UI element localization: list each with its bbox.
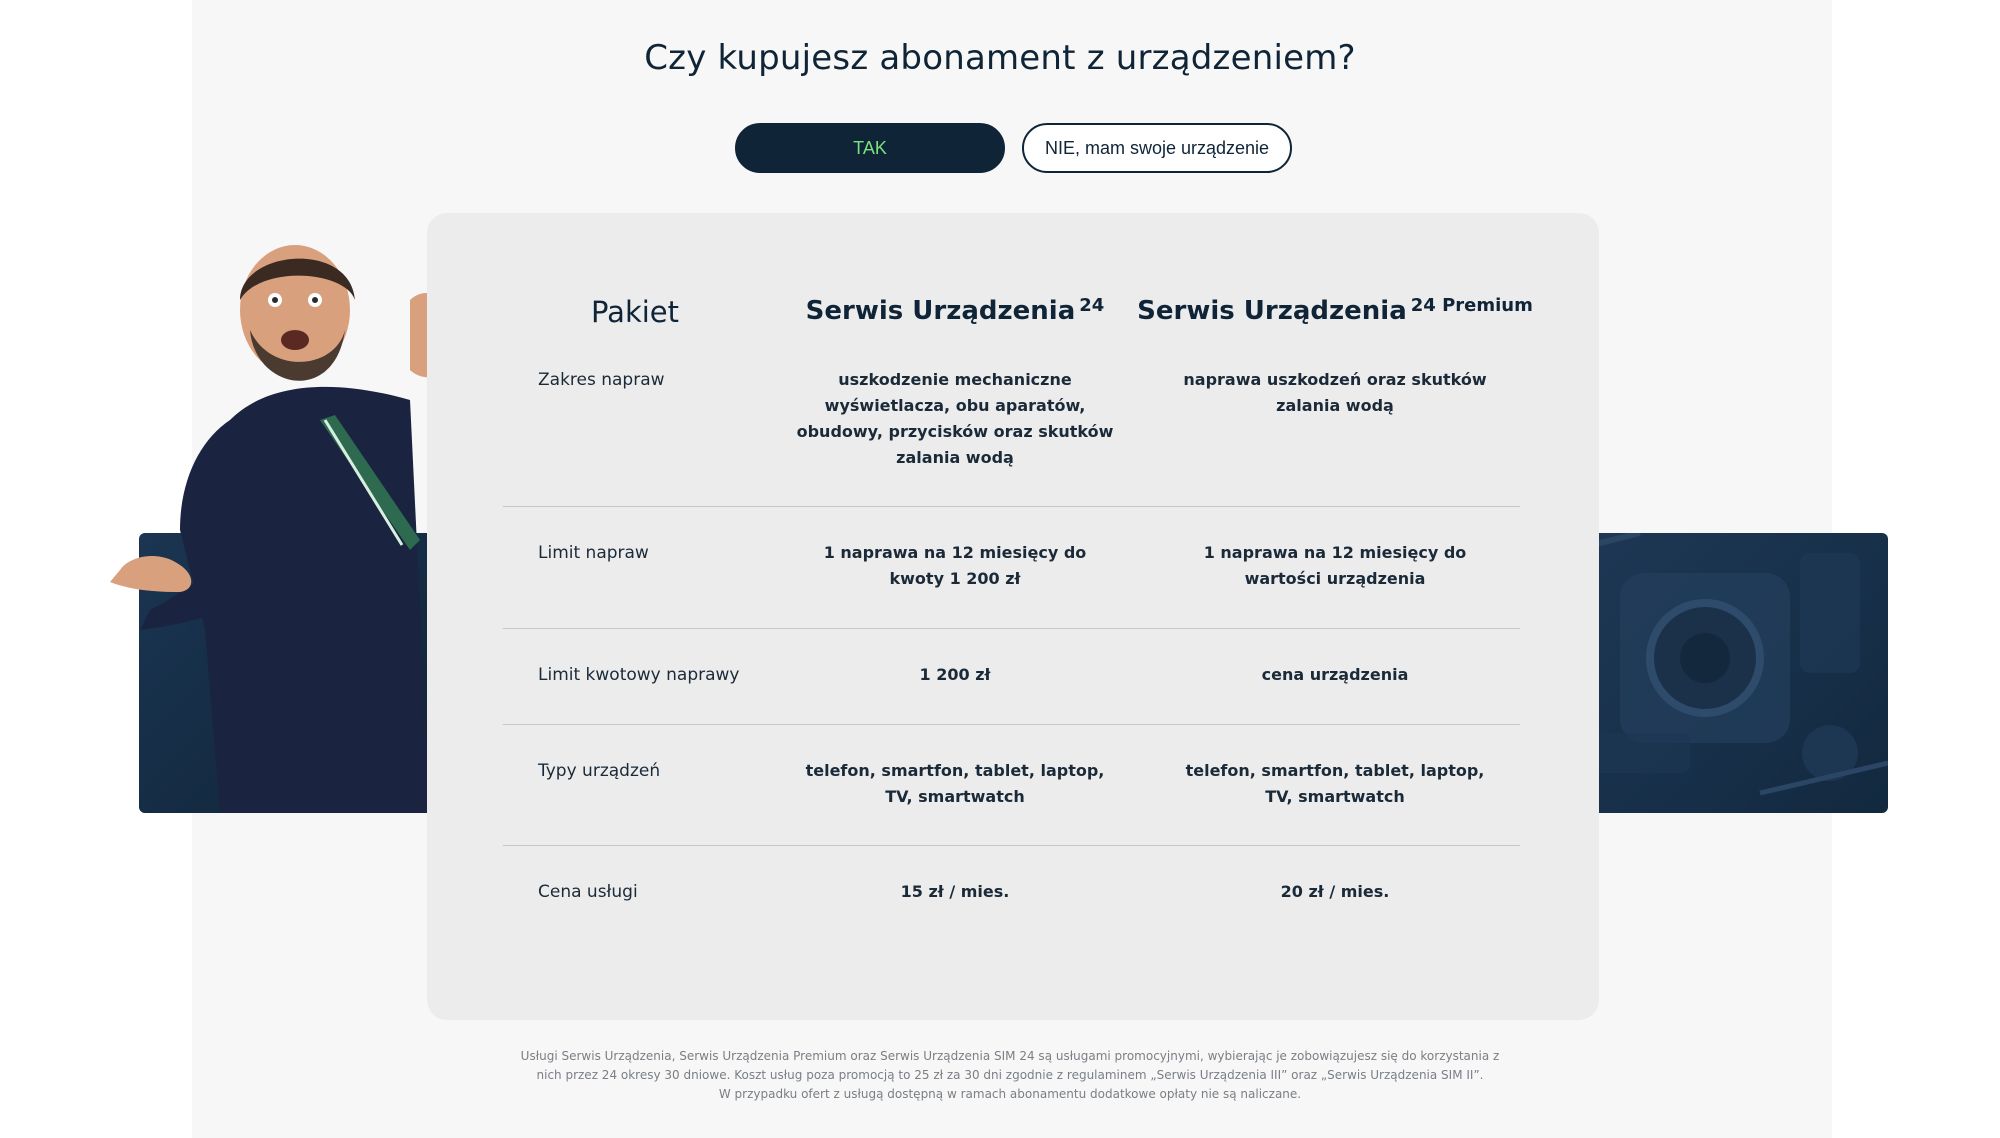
row-divider [503, 506, 1520, 507]
header-service-24-name: Serwis Urządzenia [805, 296, 1076, 326]
man-pointing-illustration [110, 230, 450, 813]
header-service-24-sup: 24 [1079, 295, 1105, 316]
row-label-amount-limit: Limit kwotowy naprawy [538, 665, 740, 685]
cell-repair-limit-24: 1 naprawa na 12 miesięcy do kwoty 1 200 zł [823, 543, 1087, 588]
header-service-24-premium [1120, 295, 1550, 326]
footnote-line: W przypadku ofert z usługą dostępną w ramach abonamentu dodatkowe opłaty nie są naliczane. [718, 1087, 1302, 1101]
row-label-device-types: Typy urządzeń [538, 761, 661, 781]
header-service-24-premium-sup: 24 Premium [1410, 295, 1533, 316]
row-divider [503, 628, 1520, 629]
row-divider [503, 845, 1520, 846]
footnote-line: nich przez 24 okresy 30 dniowe. Koszt usług poza promocją to 25 zł za 30 dni zgodnie z regulaminem „Serwis Urządzenia III” oraz „Serwis Urządzenia SIM II”. [536, 1068, 1484, 1082]
cell-repair-limit-premium: 1 naprawa na 12 miesięcy do wartości urządzenia [1203, 543, 1467, 588]
no-toggle-button[interactable]: NIE, mam swoje urządzenie [1022, 123, 1292, 173]
footnote-line: Usługi Serwis Urządzenia, Serwis Urządzenia Premium oraz Serwis Urządzenia SIM 24 są usługami promocyjnymi, wybierając je zobowiązujesz się do korzystania z [520, 1049, 1500, 1063]
cell-repair-scope-24: uszkodzenie mechaniczne wyświetlacza, obu aparatów, obudowy, przycisków oraz skutków zalania wodą [796, 370, 1114, 467]
cell-amount-limit-premium: cena urządzenia [1261, 665, 1409, 684]
promo-band-right [1560, 533, 1888, 813]
row-label-repair-limit: Limit napraw [538, 543, 649, 563]
row-label-service-price: Cena usługi [538, 882, 638, 902]
row-label-repair-scope: Zakres napraw [538, 370, 665, 390]
device-motherboard-image [1560, 533, 1888, 813]
row-divider [503, 724, 1520, 725]
header-service-24 [780, 295, 1130, 326]
cell-device-types-premium: telefon, smartfon, tablet, laptop, TV, smartwatch [1185, 761, 1485, 806]
cell-device-types-24: telefon, smartfon, tablet, laptop, TV, smartwatch [805, 761, 1105, 806]
header-service-24-premium-name: Serwis Urządzenia [1137, 296, 1407, 326]
header-package: Pakiet [590, 295, 680, 329]
cell-service-price-premium: 20 zł / mies. [1280, 882, 1390, 901]
cell-service-price-24: 15 zł / mies. [900, 882, 1010, 901]
yes-toggle-button[interactable]: TAK [735, 123, 1005, 173]
page-title: Czy kupujesz abonament z urządzeniem? [644, 38, 1356, 78]
cell-amount-limit-24: 1 200 zł [919, 665, 991, 684]
legal-footnote [420, 1047, 1600, 1104]
cell-repair-scope-premium: naprawa uszkodzeń oraz skutków zalania wodą [1183, 370, 1487, 415]
